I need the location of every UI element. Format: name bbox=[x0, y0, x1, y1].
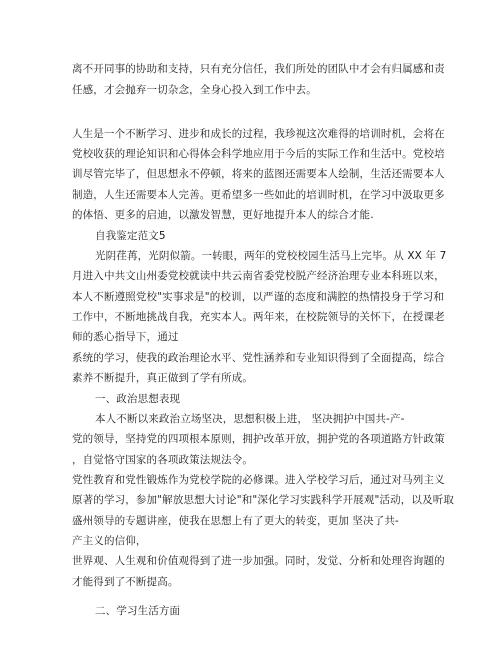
text-line: 训尽管完毕了，但思想永不停顿，将来的蓝图还需要本人绘制，生活还需要本人 bbox=[72, 168, 445, 180]
text-line: 光阴荏苒，光阴似箭。一转眼，两年的党校校园生活马上完毕。从 XX 年 7 bbox=[95, 250, 447, 262]
section-heading: 一、政治思想表现 bbox=[95, 393, 181, 405]
text-line: 月进入中共文山州委党校就读中共云南省委党校脱产经济治理专业本科班以来， bbox=[72, 270, 445, 282]
text-line: 世界观、人生观和价值观得到了进一步加强。同时，发觉、分析和处理咨询题的 bbox=[72, 555, 445, 567]
text-line: 师的悉心指导下，通过 bbox=[72, 331, 179, 343]
text-line: 本人不断遵照党校"实事求是"的校训，以严谨的态度和满腔的热情投身于学习和 bbox=[72, 291, 445, 303]
text-line: 素养不断提升，真正做到了学有所成。 bbox=[72, 372, 254, 384]
text-line: 工作中，不断地挑战自我，充实本人。两年来，在校院领导的关怀下，在授课老 bbox=[72, 311, 445, 323]
text-line: 才能得到了不断提高。 bbox=[72, 576, 179, 588]
text-line: 任感，才会抛弃一切杂念，全身心投入到工作中去。 bbox=[72, 84, 317, 96]
text-line: 产主义的信仰， bbox=[72, 535, 147, 547]
text-line: 党性教育和党性锻炼作为党校学院的必修课。进入学校学习后，通过对马列主义 bbox=[72, 474, 445, 486]
text-line: 原著的学习，参加"解放思想大讨论"和"深化学习实践科学开展观"活动，以及听取 bbox=[72, 494, 455, 506]
text-line: 盛州领导的专题讲座，使我在思想上有了更大的转变，更加 坚决了共- bbox=[72, 515, 399, 527]
text-line: 本人不断以来政治立场坚决，思想积极上进， 坚决拥护中国共-产- bbox=[95, 413, 405, 425]
text-line: 制造，人生还需要本人完善。更希望多一些如此的培训时机，在学习中汲取更多 bbox=[72, 189, 445, 201]
text-line: 的体悟、更多的启迪，以激发智慧，更好地提升本人的综合才能. bbox=[72, 209, 374, 221]
text-line: 党的领导，坚持党的四项根本原则，拥护改革开放，拥护党的各项道路方针政策 bbox=[72, 433, 445, 445]
section-heading: 二、学习生活方面 bbox=[95, 605, 181, 617]
section-heading: 自我鉴定范文5 bbox=[95, 230, 166, 242]
text-line: 系统的学习，使我的政治理论水平、党性涵养和专业知识得到了全面提高，综合 bbox=[72, 352, 445, 364]
text-line: 人生是一个不断学习、进步和成长的过程，我珍视这次难得的培训时机，会将在 bbox=[72, 128, 445, 140]
text-line: ，自觉恪守国家的各项政策法规法令。 bbox=[72, 454, 254, 466]
text-line: 离不开同事的协助和支持，只有充分信任，我们所处的团队中才会有归属感和责 bbox=[72, 63, 445, 75]
text-line: 党校收获的理论知识和心得体会科学地应用于今后的实际工作和生活中。党校培 bbox=[72, 148, 445, 160]
